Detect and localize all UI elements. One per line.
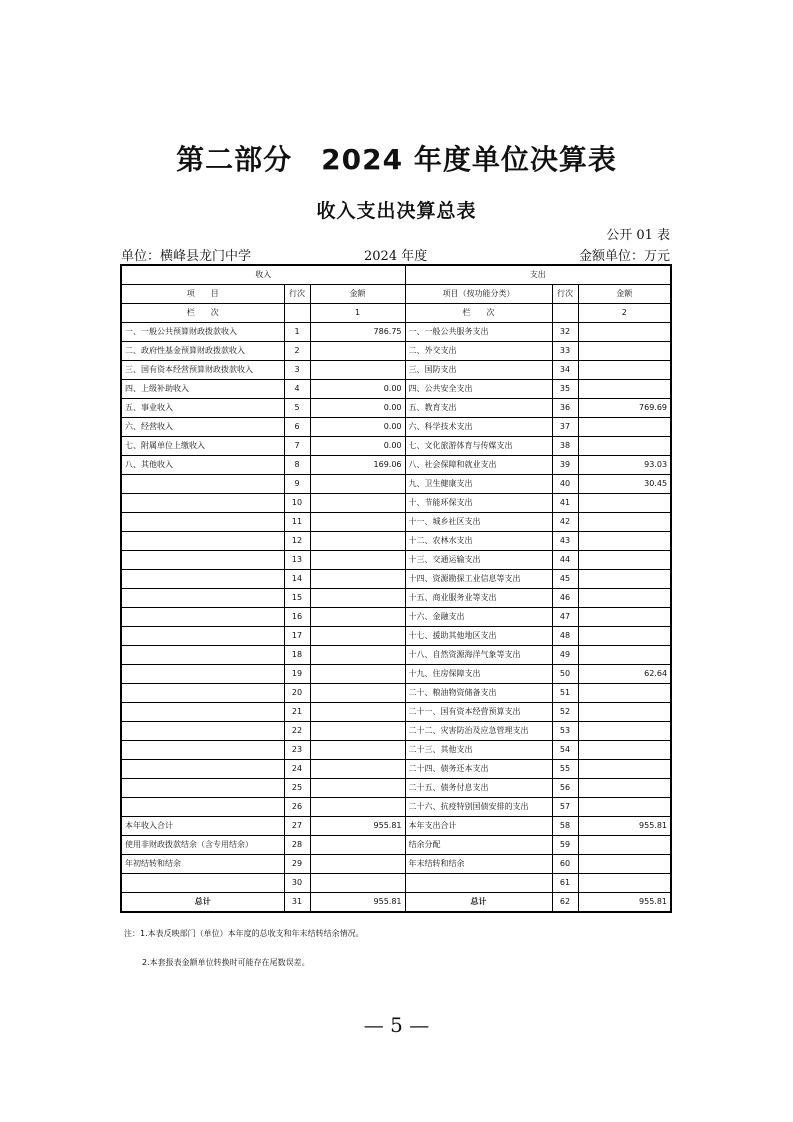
expense-col-label: 栏 次: [405, 304, 552, 323]
income-header: 收入: [121, 265, 405, 285]
income-amount-cell: [310, 779, 405, 798]
expense-item-cell: 十九、住房保障支出: [405, 665, 552, 684]
expense-amount-cell: [578, 703, 671, 722]
table-row: [121, 475, 671, 494]
table-row: [121, 456, 671, 475]
income-amount-cell: [310, 741, 405, 760]
expense-amount-cell: [578, 342, 671, 361]
expense-item-cell: 九、卫生健康支出: [405, 475, 552, 494]
income-amount-cell: [310, 703, 405, 722]
table-row: [121, 551, 671, 570]
expense-item-cell: 十一、城乡社区支出: [405, 513, 552, 532]
expense-amount-cell: 93.03: [578, 456, 671, 475]
expense-line-cell: 39: [552, 456, 578, 475]
currency-unit: 金额单位：万元: [578, 249, 670, 264]
income-item-header: 项 目: [121, 285, 284, 304]
expense-line-cell: 32: [552, 323, 578, 342]
expense-amount-cell: [578, 608, 671, 627]
income-item-cell: 使用非财政拨款结余（含专用结余）: [121, 836, 284, 855]
expense-item-cell: 十四、资源勘探工业信息等支出: [405, 570, 552, 589]
table-row: [121, 342, 671, 361]
table-row: [121, 399, 671, 418]
income-line-cell: 24: [284, 760, 310, 779]
income-amount-cell: [310, 855, 405, 874]
income-item-cell: [121, 722, 284, 741]
expense-line-cell: 37: [552, 418, 578, 437]
expense-item-cell: 二十六、抗疫特别国债安排的支出: [405, 798, 552, 817]
income-item-cell: [121, 665, 284, 684]
income-amount-cell: [310, 665, 405, 684]
table-row: [121, 380, 671, 399]
expense-col-index: 2: [578, 304, 671, 323]
income-line-cell: 29: [284, 855, 310, 874]
table-row: [121, 722, 671, 741]
expense-item-cell: 总计: [405, 893, 552, 913]
table-row: [121, 323, 671, 342]
income-line-cell: 4: [284, 380, 310, 399]
income-item-cell: [121, 760, 284, 779]
expense-amount-cell: [578, 722, 671, 741]
income-item-cell: 总计: [121, 893, 284, 913]
expense-line-cell: 58: [552, 817, 578, 836]
expense-line-cell: 47: [552, 608, 578, 627]
expense-amount-cell: 955.81: [578, 893, 671, 913]
expense-line-cell: 45: [552, 570, 578, 589]
income-amount-cell: [310, 874, 405, 893]
table-row: [121, 893, 671, 913]
income-amount-cell: [310, 836, 405, 855]
table-row: [121, 494, 671, 513]
table-header-section: [121, 265, 671, 285]
income-item-cell: [121, 551, 284, 570]
income-amount-cell: [310, 798, 405, 817]
expense-item-cell: 七、文化旅游体育与传媒支出: [405, 437, 552, 456]
income-amount-cell: [310, 475, 405, 494]
expense-item-cell: 二十、粮油物资储备支出: [405, 684, 552, 703]
expense-amount-cell: [578, 494, 671, 513]
income-item-cell: [121, 589, 284, 608]
expense-amount-cell: 955.81: [578, 817, 671, 836]
income-amount-cell: [310, 627, 405, 646]
income-line-cell: 6: [284, 418, 310, 437]
income-line-cell: 30: [284, 874, 310, 893]
income-expense-table: [120, 264, 672, 913]
expense-line-cell: 52: [552, 703, 578, 722]
expense-item-cell: 一、一般公共服务支出: [405, 323, 552, 342]
income-line-cell: 21: [284, 703, 310, 722]
expense-amount-cell: [578, 570, 671, 589]
expense-amount-cell: [578, 855, 671, 874]
expense-line-cell: 54: [552, 741, 578, 760]
income-line-cell: 13: [284, 551, 310, 570]
income-amount-cell: [310, 551, 405, 570]
income-line-cell: 27: [284, 817, 310, 836]
income-col-index: 1: [310, 304, 405, 323]
report-year: 2024 年度: [364, 249, 428, 264]
table-row: [121, 836, 671, 855]
income-item-cell: [121, 513, 284, 532]
income-line-header: 行次: [284, 285, 310, 304]
income-line-cell: 7: [284, 437, 310, 456]
expense-line-cell: 41: [552, 494, 578, 513]
table-row: [121, 760, 671, 779]
table-row: [121, 418, 671, 437]
expense-amount-cell: [578, 437, 671, 456]
income-line-cell: 26: [284, 798, 310, 817]
table-row: [121, 532, 671, 551]
expense-item-cell: 二十一、国有资本经营预算支出: [405, 703, 552, 722]
expense-amount-cell: [578, 684, 671, 703]
expense-item-cell: 二十二、灾害防治及应急管理支出: [405, 722, 552, 741]
expense-amount-cell: [578, 760, 671, 779]
expense-line-cell: 46: [552, 589, 578, 608]
income-item-cell: [121, 627, 284, 646]
table-header-col-index: [121, 304, 671, 323]
table-row: [121, 665, 671, 684]
income-item-cell: [121, 532, 284, 551]
income-line-cell: 12: [284, 532, 310, 551]
table-row: [121, 361, 671, 380]
expense-amount-cell: [578, 589, 671, 608]
income-line-cell: 31: [284, 893, 310, 913]
table-row: [121, 627, 671, 646]
expense-line-cell: 57: [552, 798, 578, 817]
income-item-cell: 六、经营收入: [121, 418, 284, 437]
expense-item-cell: 结余分配: [405, 836, 552, 855]
income-amount-cell: 0.00: [310, 399, 405, 418]
income-item-cell: 年初结转和结余: [121, 855, 284, 874]
income-item-cell: 八、其他收入: [121, 456, 284, 475]
expense-amount-cell: [578, 779, 671, 798]
expense-line-cell: 48: [552, 627, 578, 646]
page-number: — 5 —: [363, 1013, 430, 1037]
table-note-2: 2.本套报表金额单位转换时可能存在尾数误差。: [142, 958, 310, 967]
income-item-cell: [121, 874, 284, 893]
expense-amount-cell: 30.45: [578, 475, 671, 494]
income-amount-header: 金额: [310, 285, 405, 304]
income-item-cell: [121, 779, 284, 798]
income-amount-cell: [310, 494, 405, 513]
table-row: [121, 608, 671, 627]
expense-amount-cell: [578, 380, 671, 399]
income-item-cell: [121, 798, 284, 817]
expense-amount-cell: [578, 646, 671, 665]
income-col-label: 栏 次: [121, 304, 284, 323]
income-line-cell: 1: [284, 323, 310, 342]
income-col-line-blank: [284, 304, 310, 323]
expense-item-cell: 十三、交通运输支出: [405, 551, 552, 570]
expense-amount-cell: 62.64: [578, 665, 671, 684]
income-amount-cell: [310, 532, 405, 551]
page-title: 第二部分 2024 年度单位决算表: [176, 143, 617, 176]
expense-amount-cell: [578, 418, 671, 437]
income-line-cell: 2: [284, 342, 310, 361]
expense-amount-cell: 769.69: [578, 399, 671, 418]
expense-line-cell: 35: [552, 380, 578, 399]
expense-item-cell: 本年支出合计: [405, 817, 552, 836]
expense-amount-cell: [578, 874, 671, 893]
expense-line-cell: 34: [552, 361, 578, 380]
income-amount-cell: [310, 608, 405, 627]
expense-line-cell: 62: [552, 893, 578, 913]
income-item-cell: 二、政府性基金预算财政拨款收入: [121, 342, 284, 361]
expense-amount-cell: [578, 836, 671, 855]
expense-item-cell: 八、社会保障和就业支出: [405, 456, 552, 475]
income-line-cell: 9: [284, 475, 310, 494]
expense-item-cell: [405, 874, 552, 893]
income-amount-cell: [310, 589, 405, 608]
income-item-cell: 四、上级补助收入: [121, 380, 284, 399]
income-line-cell: 17: [284, 627, 310, 646]
income-line-cell: 19: [284, 665, 310, 684]
expense-item-cell: 二十三、其他支出: [405, 741, 552, 760]
income-item-cell: 三、国有资本经营预算财政拨款收入: [121, 361, 284, 380]
income-amount-cell: 0.00: [310, 418, 405, 437]
income-item-cell: [121, 494, 284, 513]
expense-item-cell: 年末结转和结余: [405, 855, 552, 874]
table-title: 收入支出决算总表: [316, 200, 477, 222]
expense-amount-cell: [578, 798, 671, 817]
expense-amount-cell: [578, 513, 671, 532]
income-item-cell: 本年收入合计: [121, 817, 284, 836]
income-line-cell: 23: [284, 741, 310, 760]
expense-line-cell: 38: [552, 437, 578, 456]
expense-item-cell: 十八、自然资源海洋气象等支出: [405, 646, 552, 665]
expense-line-cell: 42: [552, 513, 578, 532]
income-line-cell: 16: [284, 608, 310, 627]
income-amount-cell: 0.00: [310, 380, 405, 399]
expense-line-cell: 59: [552, 836, 578, 855]
income-amount-cell: 169.06: [310, 456, 405, 475]
income-item-cell: [121, 646, 284, 665]
table-note-1: 注：1.本表反映部门（单位）本年度的总收支和年末结转结余情况。: [124, 929, 364, 938]
income-amount-cell: 955.81: [310, 893, 405, 913]
income-amount-cell: 955.81: [310, 817, 405, 836]
table-row: [121, 646, 671, 665]
income-line-cell: 25: [284, 779, 310, 798]
table-row: [121, 855, 671, 874]
income-amount-cell: [310, 646, 405, 665]
expense-line-cell: 50: [552, 665, 578, 684]
expense-line-header: 行次: [552, 285, 578, 304]
expense-line-cell: 44: [552, 551, 578, 570]
income-line-cell: 5: [284, 399, 310, 418]
expense-amount-header: 金额: [578, 285, 671, 304]
income-amount-cell: [310, 513, 405, 532]
expense-line-cell: 40: [552, 475, 578, 494]
expense-line-cell: 61: [552, 874, 578, 893]
expense-item-cell: 十、节能环保支出: [405, 494, 552, 513]
expense-item-cell: 十二、农林水支出: [405, 532, 552, 551]
expense-amount-cell: [578, 361, 671, 380]
expense-line-cell: 43: [552, 532, 578, 551]
expense-item-cell: 十七、援助其他地区支出: [405, 627, 552, 646]
expense-line-cell: 60: [552, 855, 578, 874]
expense-amount-cell: [578, 551, 671, 570]
table-row: [121, 589, 671, 608]
income-line-cell: 8: [284, 456, 310, 475]
expense-item-cell: 十五、商业服务业等支出: [405, 589, 552, 608]
income-amount-cell: 786.75: [310, 323, 405, 342]
table-row: [121, 741, 671, 760]
expense-item-cell: 六、科学技术支出: [405, 418, 552, 437]
expense-item-cell: 三、国防支出: [405, 361, 552, 380]
income-item-cell: [121, 570, 284, 589]
table-row: [121, 513, 671, 532]
income-amount-cell: 0.00: [310, 437, 405, 456]
income-amount-cell: [310, 684, 405, 703]
income-item-cell: 一、一般公共预算财政拨款收入: [121, 323, 284, 342]
expense-line-cell: 49: [552, 646, 578, 665]
income-amount-cell: [310, 760, 405, 779]
income-item-cell: [121, 684, 284, 703]
table-row: [121, 798, 671, 817]
expense-amount-cell: [578, 532, 671, 551]
table-header-columns: [121, 285, 671, 304]
expense-item-cell: 二十四、债务还本支出: [405, 760, 552, 779]
table-row: [121, 874, 671, 893]
income-item-cell: [121, 608, 284, 627]
expense-header: 支出: [405, 265, 671, 285]
expense-item-cell: 二十五、债务付息支出: [405, 779, 552, 798]
expense-line-cell: 51: [552, 684, 578, 703]
table-row: [121, 570, 671, 589]
expense-item-cell: 五、教育支出: [405, 399, 552, 418]
expense-amount-cell: [578, 741, 671, 760]
expense-line-cell: 55: [552, 760, 578, 779]
income-amount-cell: [310, 361, 405, 380]
income-line-cell: 18: [284, 646, 310, 665]
income-item-cell: 七、附属单位上缴收入: [121, 437, 284, 456]
income-line-cell: 3: [284, 361, 310, 380]
income-line-cell: 15: [284, 589, 310, 608]
expense-line-cell: 36: [552, 399, 578, 418]
table-row: [121, 817, 671, 836]
table-row: [121, 437, 671, 456]
income-item-cell: [121, 475, 284, 494]
expense-item-cell: 二、外交支出: [405, 342, 552, 361]
income-line-cell: 14: [284, 570, 310, 589]
income-line-cell: 20: [284, 684, 310, 703]
table-row: [121, 684, 671, 703]
income-item-cell: 五、事业收入: [121, 399, 284, 418]
table-row: [121, 703, 671, 722]
expense-amount-cell: [578, 323, 671, 342]
table-row: [121, 779, 671, 798]
expense-col-line-blank: [552, 304, 578, 323]
expense-line-cell: 53: [552, 722, 578, 741]
income-line-cell: 11: [284, 513, 310, 532]
income-amount-cell: [310, 570, 405, 589]
income-amount-cell: [310, 722, 405, 741]
income-line-cell: 10: [284, 494, 310, 513]
expense-item-cell: 十六、金融支出: [405, 608, 552, 627]
expense-item-cell: 四、公共安全支出: [405, 380, 552, 399]
expense-line-cell: 56: [552, 779, 578, 798]
expense-item-header: 项目（按功能分类）: [405, 285, 552, 304]
income-item-cell: [121, 703, 284, 722]
income-item-cell: [121, 741, 284, 760]
income-amount-cell: [310, 342, 405, 361]
form-number: 公开 01 表: [606, 228, 670, 243]
income-line-cell: 22: [284, 722, 310, 741]
income-line-cell: 28: [284, 836, 310, 855]
unit-name: 单位：横峰县龙门中学: [121, 249, 252, 264]
expense-line-cell: 33: [552, 342, 578, 361]
expense-amount-cell: [578, 627, 671, 646]
